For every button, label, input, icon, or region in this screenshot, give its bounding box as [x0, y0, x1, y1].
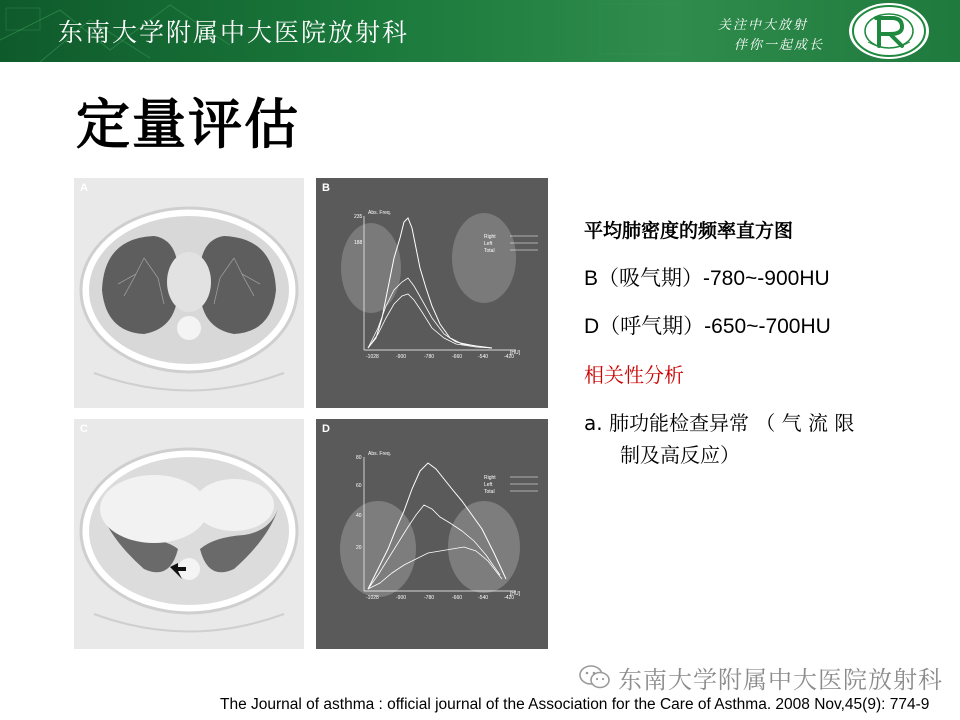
- x-tick: -780: [424, 595, 435, 601]
- list-item-a-line-2: 制及高反应）: [620, 443, 740, 467]
- x-unit: [HU]: [510, 591, 520, 597]
- histogram-panel-b: [316, 178, 548, 408]
- legend-right: Right: [484, 234, 496, 240]
- expiration-range: D（呼气期）-650~-700HU: [584, 315, 831, 338]
- panel-label-a: A: [80, 182, 88, 194]
- legend-left: Left: [484, 482, 493, 488]
- x-tick: -660: [452, 595, 463, 601]
- hospital-logo-icon: [846, 2, 932, 60]
- slogan-line-1: 关注中大放射: [718, 18, 809, 33]
- y-axis-label: Abs. Freq.: [368, 451, 392, 457]
- panel-label-d: D: [322, 423, 330, 435]
- x-tick: -540: [478, 354, 489, 360]
- y-tick: 188: [354, 240, 363, 246]
- histogram-chart-b: [316, 178, 548, 408]
- watermark-text: 东南大学附属中大医院放射科: [618, 665, 943, 694]
- ct-image-panel-c: [74, 419, 304, 649]
- x-tick: -420: [504, 595, 515, 601]
- citation: The Journal of asthma : official journal of the Association for the Care of Asthma. 2008 Nov,45(9): 774-9: [220, 696, 930, 713]
- correlation-heading: 相关性分析: [584, 363, 684, 387]
- x-unit: [HU]: [510, 350, 520, 356]
- panel-label-c: C: [80, 423, 88, 435]
- y-tick: 80: [356, 455, 362, 461]
- x-tick: -420: [504, 354, 515, 360]
- legend-right: Right: [484, 475, 496, 481]
- wechat-icon: [578, 664, 612, 690]
- y-tick: 20: [356, 545, 362, 551]
- wechat-watermark: [578, 660, 943, 694]
- y-tick: 60: [356, 483, 362, 489]
- y-axis-label: Abs. Freq.: [368, 210, 392, 216]
- x-tick: -900: [396, 354, 407, 360]
- x-tick: -1028: [366, 595, 379, 601]
- histogram-panel-d: [316, 419, 548, 649]
- x-tick: -540: [478, 595, 489, 601]
- slogan-line-2: 伴你一起成长: [734, 38, 825, 53]
- list-item-a-line-1: a. 肺功能检查异常 （ 气 流 限: [584, 411, 855, 435]
- x-tick: -1028: [366, 354, 379, 360]
- x-tick: -780: [424, 354, 435, 360]
- histogram-chart-d: [316, 419, 548, 649]
- ct-image-panel-a: [74, 178, 304, 408]
- ct-scan-expiration: [74, 419, 304, 649]
- y-tick: 235: [354, 214, 363, 220]
- slide-title: 定量评估: [76, 93, 300, 156]
- panel-label-b: B: [322, 182, 330, 194]
- x-tick: -660: [452, 354, 463, 360]
- legend-left: Left: [484, 241, 493, 247]
- histogram-heading: 平均肺密度的频率直方图: [584, 220, 794, 242]
- legend-total: Total: [484, 489, 495, 495]
- x-tick: -900: [396, 595, 407, 601]
- y-tick: 40: [356, 513, 362, 519]
- ct-scan-inspiration: [74, 178, 304, 408]
- legend-total: Total: [484, 248, 495, 254]
- hospital-title: 东南大学附属中大医院放射科: [58, 18, 410, 47]
- inspiration-range: B（吸气期）-780~-900HU: [584, 267, 830, 290]
- header-band: [0, 0, 960, 62]
